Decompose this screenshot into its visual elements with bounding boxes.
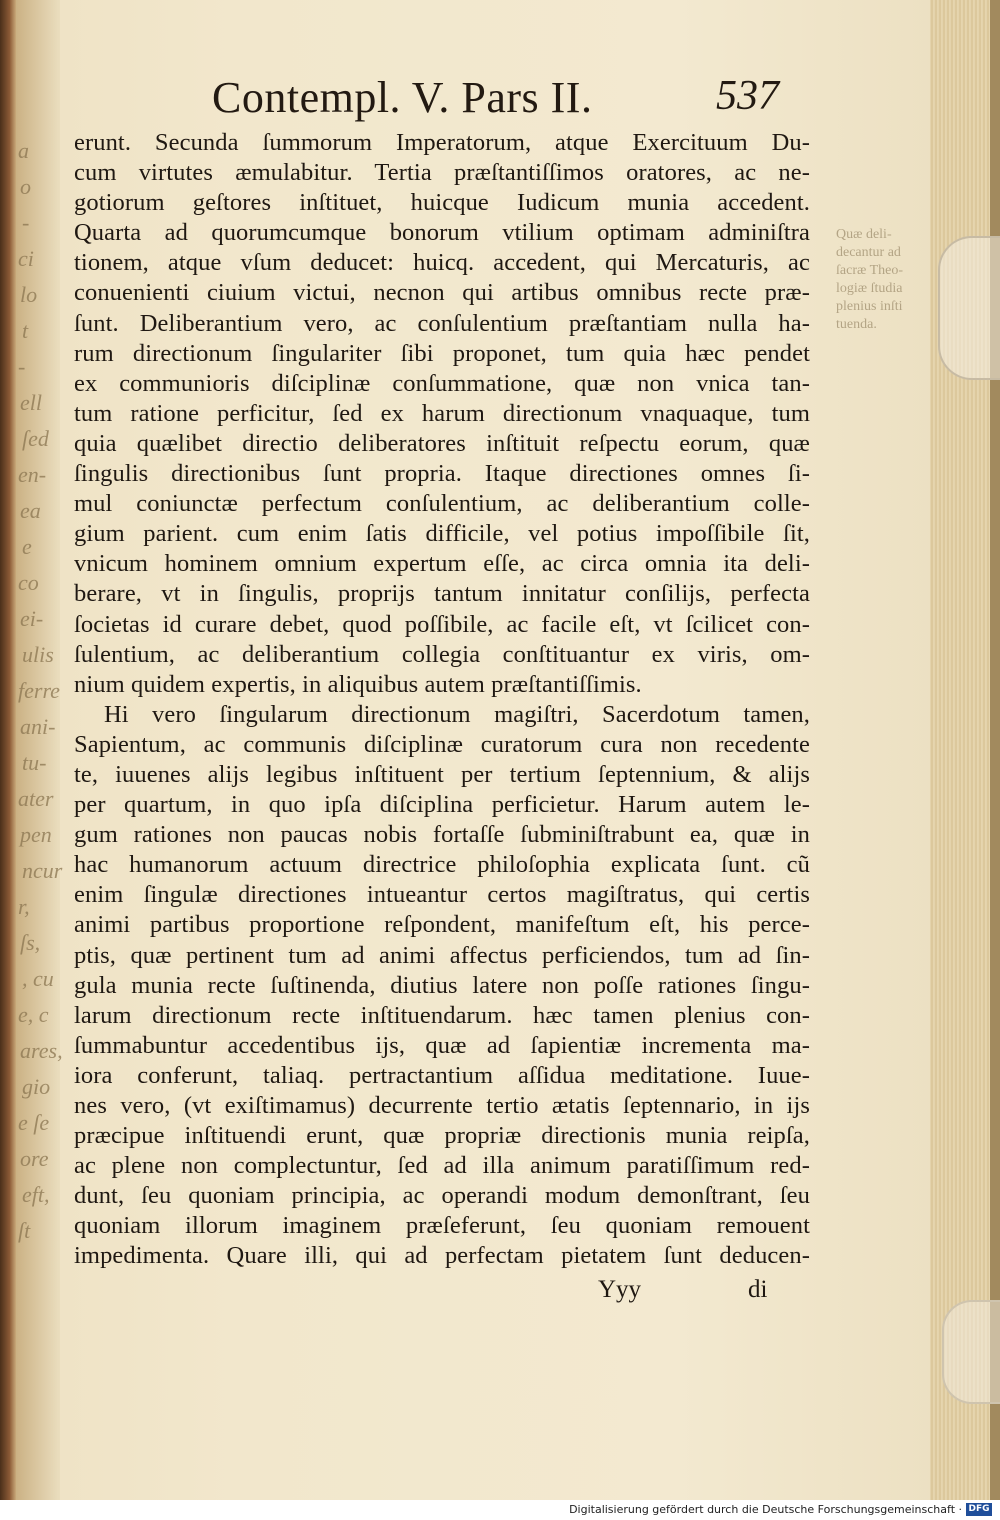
bleed-fragment: lo — [20, 282, 38, 307]
text-line: nium quidem expertis, in aliquibus autem præſtantiſſimis. — [74, 670, 642, 698]
text-line: nes vero, (vt exiſtimamus) decurrente tertio ætatis ſeptennario, in ijs — [74, 1092, 810, 1119]
bleed-fragment: ferre — [18, 678, 60, 703]
text-line: iora conferunt, taliaq. pertractantium aſſidua meditatione. Iuue- — [74, 1061, 810, 1089]
page-number: 537 — [716, 73, 779, 119]
bleed-fragment: eft, — [22, 1182, 50, 1207]
text-line: berare, vt in ſingulis, proprijs tantum innitatur conſilijs, perfecta — [74, 580, 810, 608]
bleed-fragment: en- — [18, 462, 47, 487]
bleed-fragment: r, — [18, 894, 30, 919]
book-cover-edge — [0, 0, 16, 1500]
dfg-logo-icon: DFG — [966, 1503, 992, 1516]
signature-mark: Yyy — [598, 1276, 642, 1303]
text-line: ptis, quæ pertinent tum ad animi affectus perficiendos, tum ad ſin- — [74, 941, 810, 969]
digitization-credit: Digitalisierung gefördert durch die Deutsche Forschungsgemeinschaft · — [569, 1503, 962, 1516]
bleed-fragment: ncur — [22, 858, 63, 883]
text-line: te, iuuenes alijs legibus inſtituent per tertium ſeptennium, & alijs — [74, 760, 810, 788]
text-line: ſulentium, ac deliberantium collegia conſtituantur ex viris, om- — [74, 640, 810, 668]
text-line: Sapientum, ac communis diſciplinæ curatorum cura non recedente — [74, 730, 810, 758]
digitization-footer — [0, 1500, 1000, 1520]
text-line: gium parient. cum enim ſatis difficile, vel potius impoſſibile ſit, — [74, 520, 810, 548]
bleed-fragment: pen — [20, 822, 52, 847]
bleed-fragment: , cu — [22, 966, 54, 991]
bleed-fragment: - — [22, 210, 30, 235]
bleed-fragment: tu- — [22, 750, 47, 775]
text-line: Hi vero ſingularum directionum magiſtri, Sacerdotum tamen, — [104, 700, 810, 728]
text-line: cum virtutes æmulabitur. Tertia præſtantiſſimos oratores, ac ne- — [74, 159, 810, 187]
text-line: hac humanorum actuum directrice philoſophia explicata ſunt. cũ — [74, 851, 810, 879]
text-line: ac plene non complectuntur, ſed ad illa animum paratiſſimum red- — [74, 1152, 810, 1180]
running-head: Contempl. V. Pars II. — [212, 73, 593, 122]
text-line: dunt, ſeu quoniam principia, ac operandi modum demonſtrant, ſeu — [74, 1182, 810, 1210]
bleed-fragment: gio — [22, 1074, 51, 1099]
text-line: enim ſingulæ directiones intueantur certos magiſtratus, qui certis — [74, 881, 810, 909]
text-line: tionem, atque vſum deducet: huicq. accedent, qui Mercaturis, ac — [74, 249, 810, 277]
bleed-fragment: ei- — [20, 606, 44, 631]
bleed-fragment: e, c — [18, 1002, 49, 1027]
text-line: per quartum, in quo ipſa diſciplina perficietur. Harum autem le- — [74, 791, 810, 819]
bleed-fragment: ore — [20, 1146, 49, 1171]
text-line: impedimenta. Quare illi, qui ad perfectam pietatem ſunt deducen- — [74, 1242, 810, 1270]
text-line: rum directionum ſingulariter ſibi proponet, tum quia hæc pendet — [74, 339, 810, 367]
catchword: di — [748, 1276, 768, 1303]
text-line: vnicum hominem omnium expertum eſſe, ac circa omnia ita deli- — [74, 550, 810, 578]
text-line: gotiorum geſtores inſtituet, huicque Iudicum munia accedent. — [74, 189, 810, 217]
bleed-fragment: - — [18, 354, 26, 379]
bleed-fragment: ſt — [18, 1218, 31, 1243]
bleed-fragment: ani- — [20, 714, 56, 739]
text-line: conuenienti ciuium victui, necnon qui artibus omnibus recte præ- — [74, 279, 810, 307]
bleed-fragment: ares, — [20, 1038, 63, 1063]
text-line: animi partibus proportione reſpondent, manifeſtum eſt, his perce- — [74, 911, 810, 939]
text-line: ex communioris diſciplinæ conſummatione, quæ non vnica tan- — [74, 369, 810, 397]
text-line: larum directionum recte inſtituendarum. hæc tamen plenius con- — [74, 1001, 810, 1029]
page-clip-bottom-icon — [942, 1300, 1000, 1404]
bleed-fragment: ell — [20, 390, 42, 415]
text-line: gum rationes non paucas nobis fortaſſe ſubminiſtrabunt ea, quæ in — [74, 821, 810, 849]
text-line: ſingulis directionibus ſunt propria. Itaque directiones omnes ſi- — [74, 460, 810, 488]
book-right-edge — [990, 0, 1000, 1500]
bleed-fragment: a — [18, 138, 29, 163]
text-line: ſocietas id curare debet, quod poſſibile, ac facile eſt, vt ſcilicet con- — [74, 610, 810, 638]
bleed-fragment: o — [20, 174, 31, 199]
body-text — [74, 128, 810, 1272]
bleed-fragment: e ſe — [18, 1110, 50, 1135]
bleed-fragment: ſs, — [20, 930, 41, 955]
text-line: gula munia recte ſuſtinenda, diutius latere non poſſe rationes ſingu- — [74, 971, 810, 999]
bleed-fragment: ci — [18, 246, 34, 271]
text-line: quoniam illorum imaginem præſeferunt, ſeu quoniam remouent — [74, 1212, 810, 1240]
text-line: quia quælibet directio deliberatores inſtituit reſpectu eorum, quæ — [74, 429, 810, 457]
bleed-fragment: ea — [20, 498, 41, 523]
text-line: mul coniunctæ perfectum conſulentium, ac deliberantium colle- — [74, 490, 810, 518]
text-line: ſummabuntur accedentibus ijs, quæ ad ſapientiæ incrementa ma- — [74, 1031, 810, 1059]
margin-note-bleed: Quæ deli- decantur ad ſacræ Theo- logiæ ſtudia plenius inſti tuenda. — [836, 227, 903, 332]
text-line: ſunt. Deliberantium vero, ac conſulentium præſtantiam nulla ha- — [74, 309, 810, 337]
bleed-fragment: co — [18, 570, 39, 595]
bleed-fragment: ulis — [22, 642, 54, 667]
bleed-fragment: e — [22, 534, 32, 559]
text-line: tum ratione perficitur, ſed ex harum directionum vnaquaque, tum — [74, 399, 810, 427]
bleed-fragment: ater — [18, 786, 54, 811]
page-clip-icon — [938, 236, 1000, 380]
text-line: erunt. Secunda ſummorum Imperatorum, atque Exercituum Du- — [74, 129, 810, 156]
text-line: Quarta ad quorumcumque bonorum vtilium optimam adminiſtra — [74, 219, 810, 247]
bleed-fragment: t — [22, 318, 29, 343]
bleed-fragment: ſed — [22, 426, 49, 451]
text-line: præcipue inſtituendi erunt, quæ propriæ directionis munia reipſa, — [74, 1122, 810, 1150]
